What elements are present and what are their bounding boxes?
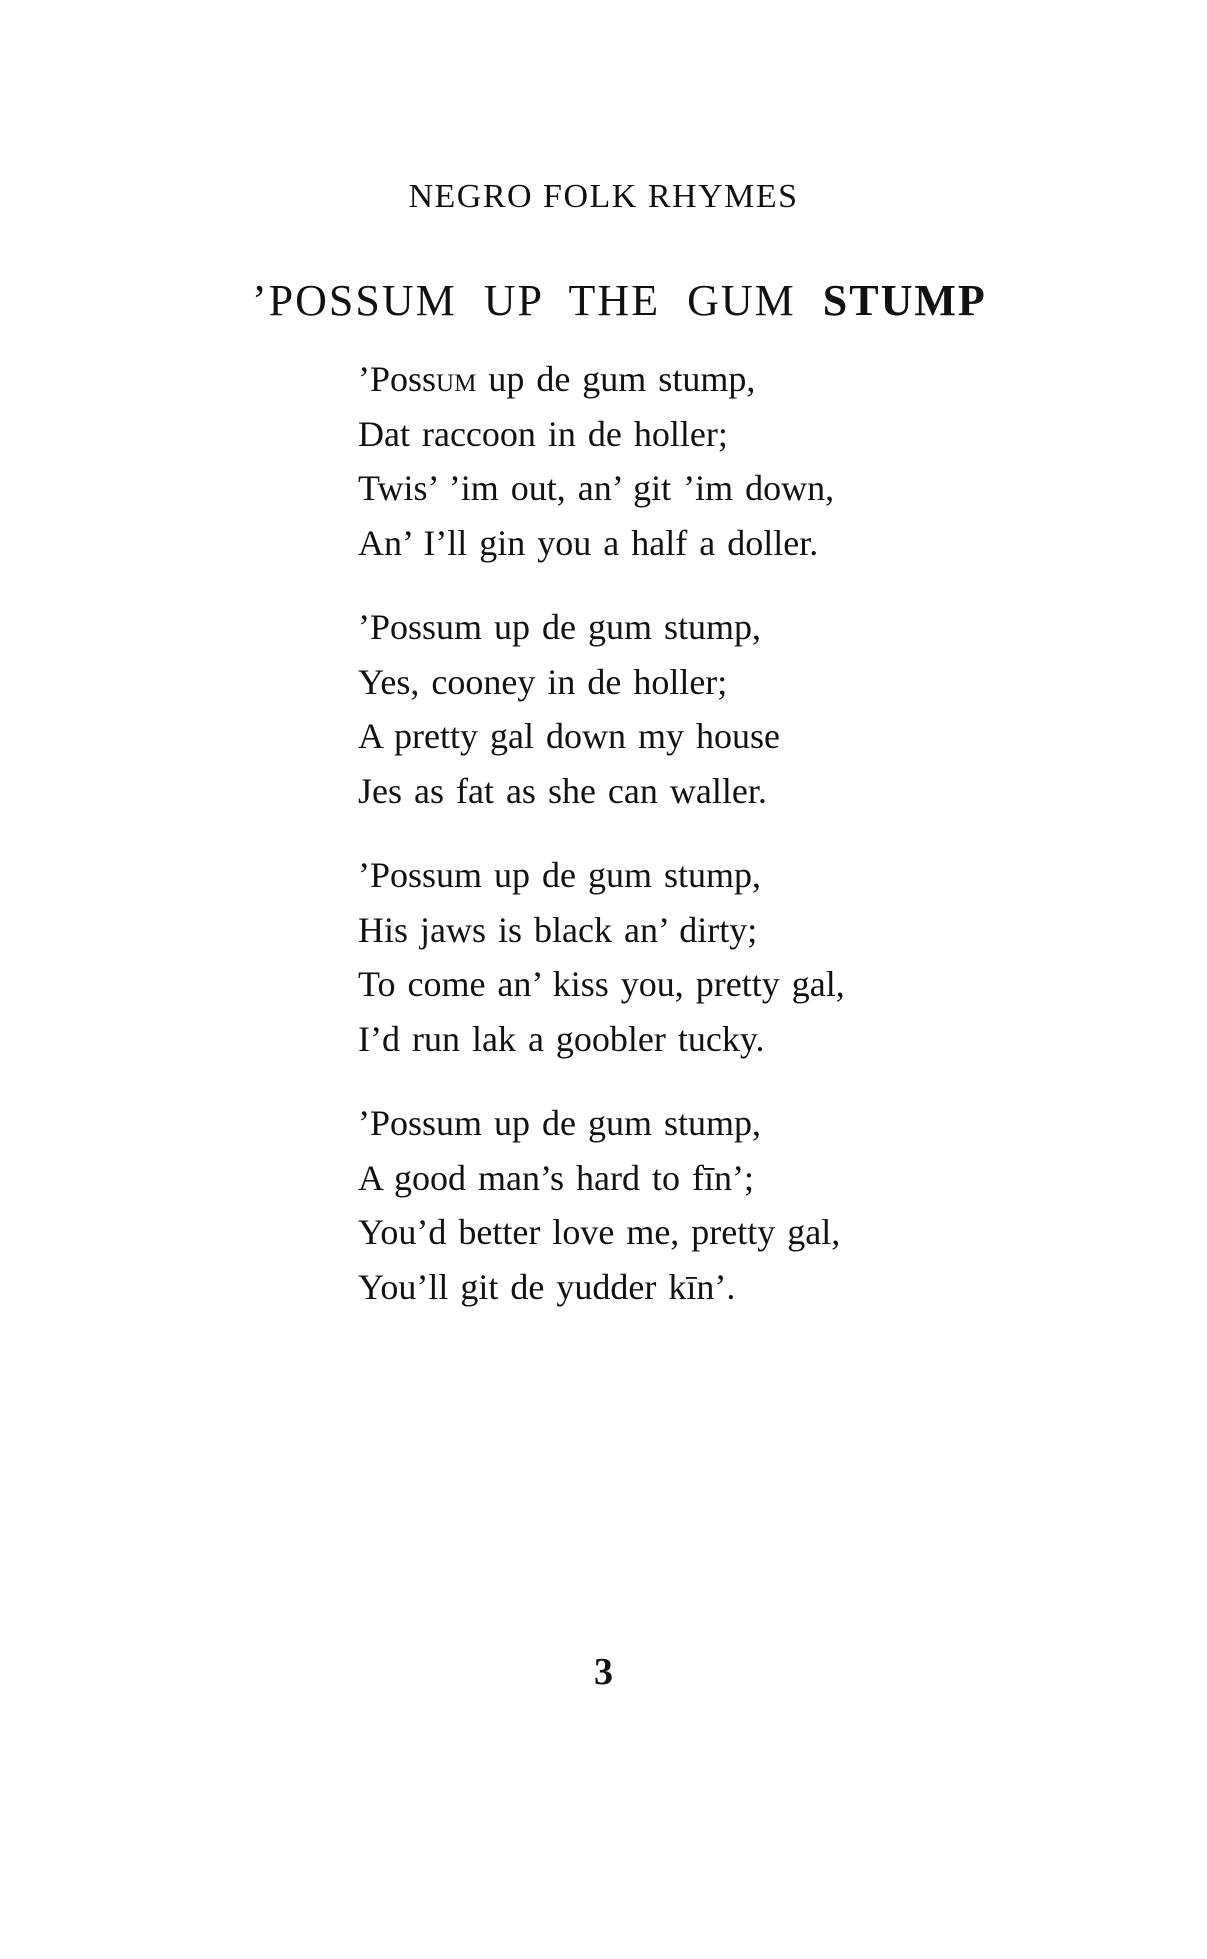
stanza-line: You’d better love me, pretty gal, <box>358 1212 841 1252</box>
poem-body <box>358 352 1058 1344</box>
stanza-line: I’d run lak a goobler tucky. <box>358 1018 765 1059</box>
stanza-line: Dat raccoon in de holler; <box>358 413 728 454</box>
line-smallcaps: um <box>436 359 477 399</box>
stanza-line: ’Possum up de gum stump, <box>358 607 762 647</box>
stanza-4 <box>358 1096 1058 1314</box>
stanza-2 <box>358 600 1058 818</box>
stanza-line: A pretty gal down my house <box>358 716 780 756</box>
stanza-line: To come an’ kiss you, pretty gal, <box>358 964 845 1004</box>
poem-title <box>252 275 987 326</box>
running-head: NEGRO FOLK RHYMES <box>408 178 799 215</box>
stanza-line: ’Possum up de gum stump, <box>358 1103 762 1143</box>
poem-title-last-word: STUMP <box>822 276 987 325</box>
stanza-line: ’Possum up de gum stump, <box>358 855 762 895</box>
stanza-line <box>358 352 1058 407</box>
line-rest: up de gum stump, <box>476 359 756 399</box>
stanza-line: Jes as fat as she can waller. <box>358 770 767 811</box>
stanza-line: You’ll git de yudder kīn’. <box>358 1266 736 1307</box>
line-lead: ’Poss <box>358 359 437 399</box>
stanza-3 <box>358 848 1058 1066</box>
page-number: 3 <box>594 1651 613 1693</box>
stanza-line: Yes, cooney in de holler; <box>358 661 728 702</box>
stanza-line: A good man’s hard to fīn’; <box>358 1157 754 1198</box>
stanza-line: Twis’ ’im out, an’ git ’im down, <box>358 468 835 508</box>
stanza-line: His jaws is black an’ dirty; <box>358 909 758 950</box>
stanza-line: An’ I’ll gin you a half a doller. <box>358 522 819 563</box>
poem-title-main: ’POSSUM UP THE GUM <box>252 276 796 325</box>
stanza-1 <box>358 352 1058 570</box>
